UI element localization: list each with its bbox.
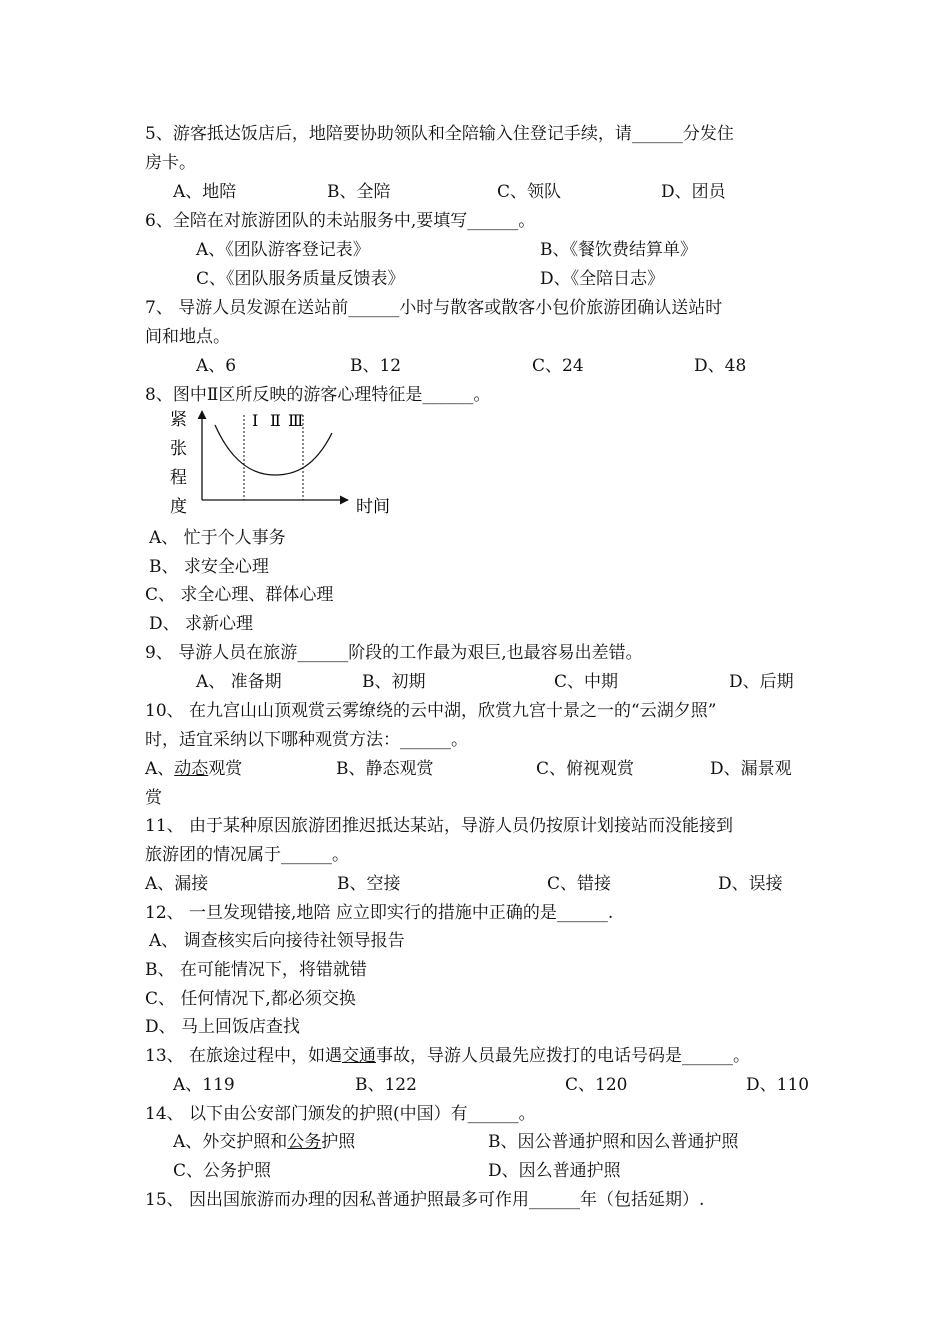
question-13-prefix: 13、 在旅途过程中，如遇 <box>145 1046 343 1066</box>
question-7-option-c: C、24 <box>532 356 584 376</box>
question-5-option-b: B、全陪 <box>327 182 391 202</box>
y-label-char-2: 张 <box>170 439 187 459</box>
question-14-option-c: C、公务护照 <box>173 1161 272 1181</box>
question-14-option-d: D、因么普通护照 <box>488 1161 621 1181</box>
question-13-option-b: B、122 <box>355 1075 417 1095</box>
region-label-2: Ⅱ <box>270 411 281 430</box>
question-7-option-d: D、48 <box>694 356 747 376</box>
question-5-text: 5、游客抵达饭店后，地陪要协助领队和全陪输入住登记手续，请______分发住 <box>145 124 734 144</box>
question-10-option-d-wrap: 赏 <box>145 788 162 808</box>
option-a-prefix: A、外交护照和 <box>173 1132 288 1152</box>
question-13-underlined: 交通 <box>342 1046 377 1066</box>
question-10-option-a <box>145 758 242 780</box>
option-a-suffix: 观赏 <box>208 759 243 779</box>
question-14-text: 14、 以下由公安部门颁发的护照(中国）有______。 <box>145 1104 536 1124</box>
question-11-option-d: D、误接 <box>718 874 783 894</box>
question-8-option-a: A、 忙于个人事务 <box>149 528 286 548</box>
question-8-option-c: C、 求全心理、群体心理 <box>145 585 334 605</box>
question-11-option-a: A、漏接 <box>145 874 209 894</box>
question-6-option-d: D、《全陪日志》 <box>540 269 665 289</box>
question-11-text-wrap: 旅游团的情况属于______。 <box>145 845 349 865</box>
question-14-option-b: B、因公普通护照和因么普通护照 <box>488 1132 739 1152</box>
question-10-text-wrap: 时，适宜采纳以下哪种观赏方法：______。 <box>145 730 468 750</box>
question-5-option-c: C、领队 <box>497 182 562 202</box>
question-11-option-c: C、错接 <box>547 874 612 894</box>
question-5-option-d: D、团员 <box>661 182 726 202</box>
question-12-option-c: C、 任何情况下,都必须交换 <box>145 989 356 1009</box>
question-10-text: 10、 在九宫山山顶观赏云雾缭绕的云中湖，欣赏九宫十景之一的“云湖夕照” <box>145 701 717 721</box>
question-11-option-b: B、空接 <box>337 874 401 894</box>
question-11-text: 11、 由于某种原因旅游团推迟抵达某站，导游人员仍按原计划接站而没能接到 <box>145 816 734 836</box>
question-6-option-a: A、《团队游客登记表》 <box>196 240 370 260</box>
question-7-option-a: A、6 <box>196 356 237 376</box>
question-7-option-b: B、12 <box>350 356 402 376</box>
question-5-text-wrap: 房卡。 <box>145 153 196 173</box>
question-9-option-a: A、 准备期 <box>196 672 282 692</box>
y-label-char-4: 度 <box>170 497 187 517</box>
question-13-option-d: D、110 <box>746 1075 810 1095</box>
question-14-option-a <box>173 1131 355 1153</box>
question-9-option-d: D、后期 <box>729 672 794 692</box>
option-a-underlined: 公务 <box>287 1132 322 1152</box>
question-12-option-a: A、 调查核实后向接待社领导报告 <box>149 931 405 951</box>
option-a-prefix: A、 <box>145 759 175 779</box>
question-9-text: 9、 导游人员在旅游______阶段的工作最为艰巨,也最容易出差错。 <box>145 643 643 663</box>
question-9-option-b: B、初期 <box>362 672 426 692</box>
question-12-option-d: D、 马上回饭店查找 <box>145 1017 301 1037</box>
question-8-option-d: D、 求新心理 <box>149 614 254 634</box>
region-label-3: Ⅲ <box>288 411 304 430</box>
tension-curve <box>215 425 332 475</box>
region-label-1: Ⅰ <box>252 411 259 430</box>
question-8-text: 8、图中Ⅱ区所反映的游客心理特征是______。 <box>145 385 491 405</box>
question-12-option-b: B、 在可能情况下，将错就错 <box>145 960 367 980</box>
question-10-option-b: B、静态观赏 <box>336 759 434 779</box>
question-5-option-a: A、地陪 <box>173 182 237 202</box>
question-8-option-b: B、 求安全心理 <box>149 557 269 577</box>
question-13-option-a: A、119 <box>173 1075 235 1095</box>
y-label-char-1: 紧 <box>170 410 187 430</box>
question-9-option-c: C、中期 <box>554 672 619 692</box>
option-a-suffix: 护照 <box>321 1132 356 1152</box>
question-12-text: 12、 一旦发现错接,地陪 应立即实行的措施中正确的是______. <box>145 903 614 923</box>
x-axis-label: 时间 <box>356 497 390 517</box>
question-13-suffix: 事故，导游人员最先应拨打的电话号码是______。 <box>376 1046 751 1066</box>
question-13-option-c: C、120 <box>565 1075 628 1095</box>
question-7-text: 7、 导游人员发源在送站前______小时与散客或散客小包价旅游团确认送站时 <box>145 298 723 318</box>
tension-time-chart <box>160 405 410 520</box>
question-15-text: 15、 因出国旅游而办理的因私普通护照最多可作用______年（包括延期）. <box>145 1190 705 1210</box>
question-6-option-b: B、《餐饮费结算单》 <box>540 240 697 260</box>
question-10-option-d: D、漏景观 <box>710 759 792 779</box>
y-label-char-3: 程 <box>170 468 187 488</box>
question-7-text-wrap: 间和地点。 <box>145 327 230 347</box>
question-6-option-c: C、《团队服务质量反馈表》 <box>196 269 405 289</box>
question-13-text <box>145 1045 750 1067</box>
option-a-underlined: 动态 <box>174 759 209 779</box>
question-10-option-c: C、俯视观赏 <box>536 759 635 779</box>
question-6-text: 6、全陪在对旅游团队的未站服务中,要填写______。 <box>145 211 536 231</box>
